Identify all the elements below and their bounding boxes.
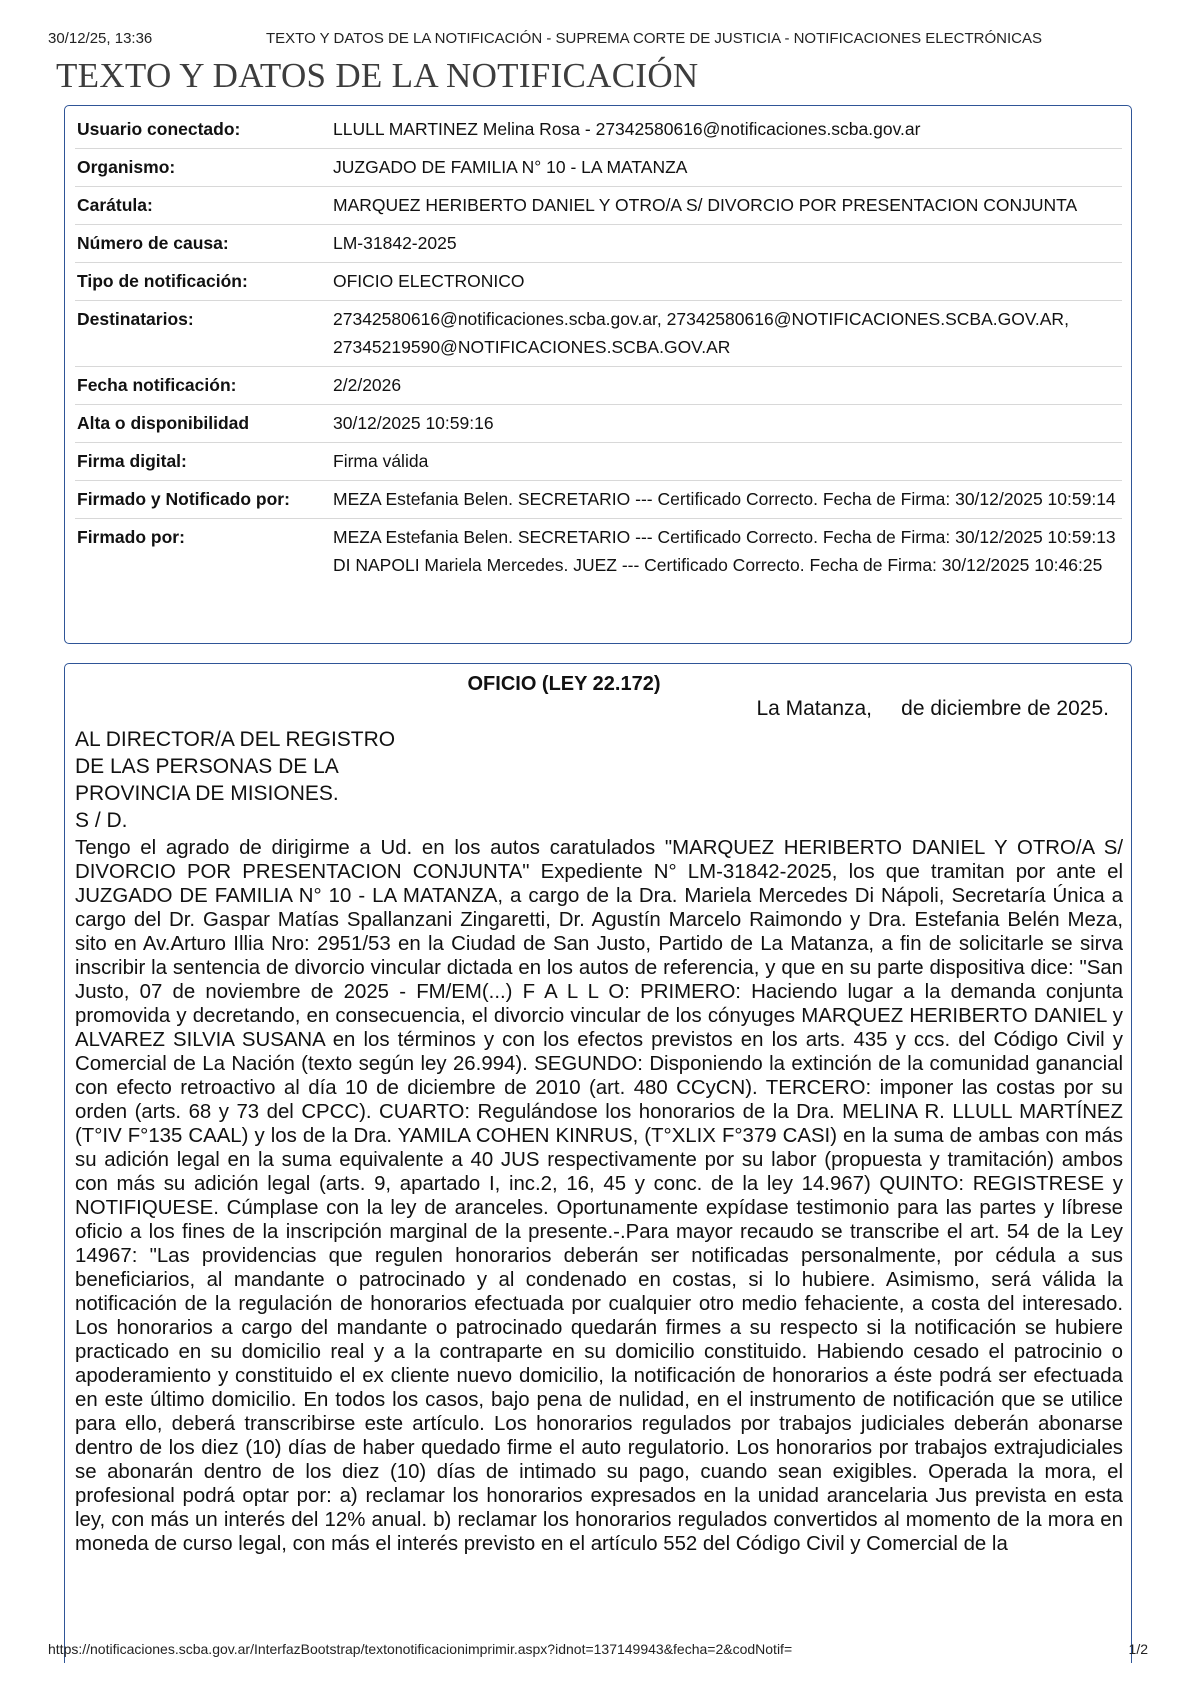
field-value: OFICIO ELECTRONICO bbox=[333, 263, 1122, 301]
page-title: TEXTO Y DATOS DE LA NOTIFICACIÓN bbox=[56, 56, 699, 95]
page-number: 1/2 bbox=[1128, 1641, 1148, 1657]
field-row-fecha-notificacion bbox=[75, 367, 1122, 405]
addressee-line: AL DIRECTOR/A DEL REGISTRO bbox=[75, 728, 396, 751]
field-value: 30/12/2025 10:59:16 bbox=[333, 405, 1122, 443]
field-row-firma-digital bbox=[75, 443, 1122, 481]
field-label: Tipo de notificación: bbox=[75, 263, 333, 301]
oficio-letter-panel bbox=[64, 663, 1132, 1663]
field-row-numero-causa bbox=[75, 225, 1122, 263]
letter-addressee bbox=[75, 726, 1123, 834]
field-row-caratula bbox=[75, 187, 1122, 225]
print-datetime: 30/12/25, 13:36 bbox=[48, 30, 153, 47]
field-label: Destinatarios: bbox=[75, 301, 333, 367]
field-value: MEZA Estefania Belen. SECRETARIO --- Certificado Correcto. Fecha de Firma: 30/12/2025 10:59:13 DI NAPOLI Mariela Mercedes. JUEZ --- Certificado Correcto. Fecha de Firma: 30/12/2025 10:46:25 bbox=[333, 527, 1116, 575]
field-value: MEZA Estefania Belen. SECRETARIO --- Certificado Correcto. Fecha de Firma: 30/12/2025 10:59:14 bbox=[333, 481, 1122, 519]
print-url: https://notificaciones.scba.gov.ar/InterfazBootstrap/textonotificacionimprimir.aspx?idnot=137149943&fecha=2&codNotif= bbox=[48, 1641, 793, 1657]
field-label: Firma digital: bbox=[75, 443, 333, 481]
field-label: Alta o disponibilidad bbox=[75, 405, 333, 443]
print-document-title: TEXTO Y DATOS DE LA NOTIFICACIÓN - SUPREMA CORTE DE JUSTICIA - NOTIFICACIONES ELECTRÓNICAS bbox=[266, 30, 1042, 47]
field-label: Firmado por: bbox=[77, 527, 185, 547]
letter-place-date: La Matanza, de diciembre de 2025. bbox=[756, 697, 1109, 720]
field-value: 27342580616@notificaciones.scba.gov.ar, 27342580616@NOTIFICACIONES.SCBA.GOV.AR, 27345219590@NOTIFICACIONES.SCBA.GOV.AR bbox=[333, 301, 1122, 367]
field-row-firmado-notificado bbox=[75, 481, 1122, 519]
letter-title: OFICIO (LEY 22.172) bbox=[467, 673, 661, 695]
field-value: MARQUEZ HERIBERTO DANIEL Y OTRO/A S/ DIVORCIO POR PRESENTACION CONJUNTA bbox=[333, 187, 1122, 225]
field-row-firmado-por bbox=[75, 519, 1122, 585]
field-value: LM-31842-2025 bbox=[333, 225, 1122, 263]
field-label: Firmado y Notificado por: bbox=[75, 481, 333, 519]
field-row-tipo-notificacion bbox=[75, 263, 1122, 301]
field-value: JUZGADO DE FAMILIA N° 10 - LA MATANZA bbox=[333, 149, 1122, 187]
addressee-line: S / D. bbox=[75, 809, 128, 832]
field-label: Organismo: bbox=[75, 149, 333, 187]
field-label: Usuario conectado: bbox=[75, 111, 333, 149]
field-value: LLULL MARTINEZ Melina Rosa - 27342580616@notificaciones.scba.gov.ar bbox=[333, 111, 1122, 149]
field-label: Carátula: bbox=[75, 187, 333, 225]
letter-body: Tengo el agrado de dirigirme a Ud. en los autos caratulados "MARQUEZ HERIBERTO DANIEL Y OTRO/A S/ DIVORCIO POR PRESENTACION CONJUNTA" Expediente N° LM-31842-2025, los que tramitan por ante el JUZGADO DE FAMILIA N° 10 - LA MATANZA, a cargo de la Dra. Mariela Mercedes Di Nápoli, Secretaría Única a cargo del Dr. Gaspar Matías Spallanzani Zingaretti, Dr. Agustín Marcelo Raimondo y Dra. Estefania Belén Meza, sito en Av.Arturo Illia Nro: 2951/53 en la Ciudad de San Justo, Partido de La Matanza, a fin de solicitarle se sirva inscribir la sentencia de divorcio vincular dictada en los autos de referencia, y que en su parte dispositiva dice: "San Justo, 07 de noviembre de 2025 - FM/EM(...) F A L L O: PRIMERO: Haciendo lugar a la demanda conjunta promovida y decretando, en consecuencia, el divorcio vincular de los cónyuges MARQUEZ HERIBERTO DANIEL y ALVAREZ SILVIA SUSANA en los términos y con los efectos previstos en los arts. 435 y ccs. del Código Civil y Comercial de La Nación (texto según ley 26.994). SEGUNDO: Disponiendo la extinción de la comunidad ganancial con efecto retroactivo al día 10 de diciembre de 2010 (art. 480 CCyCN). TERCERO: imponer las costas por su orden (arts. 68 y 73 del CPCC). CUARTO: Regulándose los honorarios de la Dra. MELINA R. LLULL MARTÍNEZ (T°IV F°135 CAAL) y los de la Dra. YAMILA COHEN KINRUS, (T°XLIX F°379 CASI) en la suma de ambas con más su adición legal en la suma equivalente a 40 JUS respectivamente por su labor (propuesta y tramitación) ambos con más su adición legal (arts. 9, apartado I, inc.2, 16, 45 y conc. de la ley 14.967) QUINTO: REGISTRESE y NOTIFIQUESE. Cúmplase con la ley de aranceles. Oportunamente expídase testimonio para las partes y líbrese oficio a los fines de la inscripción marginal de la presente.-.Para mayor recaudo se transcribe el art. 54 de la Ley 14967: "Las providencias que regulen honorarios deberán ser notificadas personalmente, por cédula a sus beneficiarios, al mandante o patrocinado y al condenado en costas, si lo hubiere. Asimismo, será válida la notificación de la regulación de honorarios efectuada por cualquier otro medio fehaciente, a costa del interesado. Los honorarios a cargo del mandante o patrocinado quedarán firmes a su respecto si la notificación se hubiere practicado en su domicilio real y a la contraparte en su domicilio constituido. Habiendo cesado el patrocinio o apoderamiento y constituido el ex cliente nuevo domicilio, la notificación de honorarios a éste podrá ser efectuada en este último domicilio. En todos los casos, bajo pena de nulidad, en el instrumento de notificación que se utilice para ello, deberá transcribirse este artículo. Los honorarios regulados por trabajos judiciales deberán abonarse dentro de los diez (10) días de haber quedado firme el auto regulatorio. Los honorarios por trabajos extrajudiciales se abonarán dentro de los diez (10) días de intimado su pago, cuando sean exigibles. Operada la mora, el profesional podrá optar por: a) reclamar los honorarios expresados en la unidad arancelaria Jus prevista en esta ley, con más un interés del 12% anual. b) reclamar los honorarios regulados convertidos al momento de la mora en moneda de curso legal, con más el interés previsto en el artículo 552 del Código Civil y Comercial de la bbox=[75, 837, 1123, 1555]
field-row-destinatarios bbox=[75, 301, 1122, 367]
field-row-usuario bbox=[75, 111, 1122, 149]
notification-data-panel bbox=[64, 105, 1132, 644]
field-row-alta-disponibilidad bbox=[75, 405, 1122, 443]
field-label: Fecha notificación: bbox=[75, 367, 333, 405]
field-value: Firma válida bbox=[333, 443, 1122, 481]
notification-data-table bbox=[75, 111, 1122, 584]
addressee-line: DE LAS PERSONAS DE LA bbox=[75, 755, 339, 778]
field-value: 2/2/2026 bbox=[333, 367, 1122, 405]
field-row-organismo bbox=[75, 149, 1122, 187]
field-label: Número de causa: bbox=[75, 225, 333, 263]
addressee-line: PROVINCIA DE MISIONES. bbox=[75, 782, 339, 805]
